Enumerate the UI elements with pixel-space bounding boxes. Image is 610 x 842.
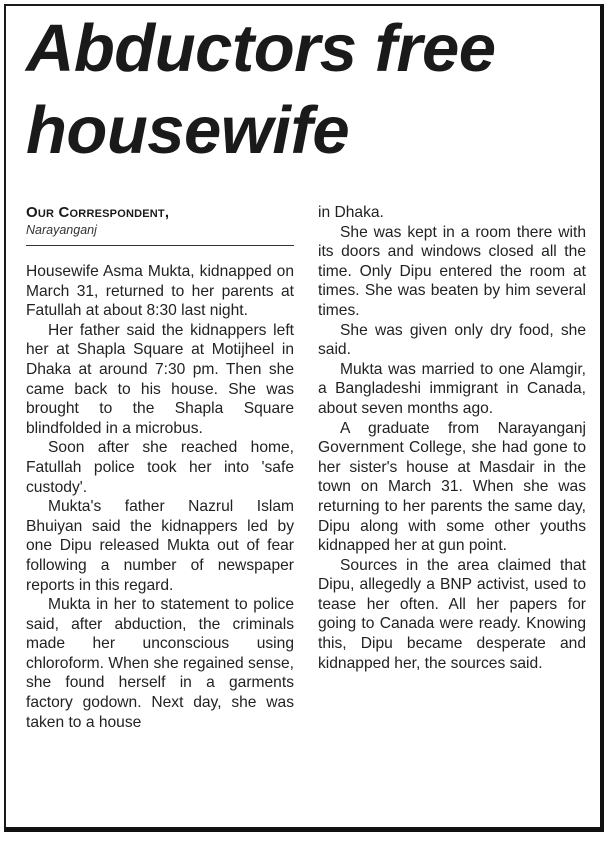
paragraph: Housewife Asma Mukta, kidnapped on March 31, returned to her parents at Fatullah at about 8:30 last night. [26, 263, 294, 320]
paragraph: Soon after she reached home, Fatullah police took her into 'safe custody'. [26, 439, 294, 496]
article-column-2 [318, 203, 586, 673]
headline [26, 8, 596, 172]
byline-divider [26, 245, 294, 246]
paragraph: Mukta was married to one Alamgir, a Bangladeshi immigrant in Canada, about seven months ago. [318, 360, 586, 417]
article-column-1 [26, 262, 294, 732]
headline-line-1: Abductors free [26, 11, 496, 86]
paragraph: Mukta in her to statement to police said, after abduction, the criminals made her unconscious using chloroform. When she regained sense, she found herself in a garments factory godown. Next day, she was taken to a house [26, 596, 294, 731]
headline-line-2: housewife [26, 93, 350, 168]
paragraph: She was kept in a room there with its doors and windows closed all the time. Only Dipu entered the room at times. She was beaten by him several times. [318, 223, 586, 319]
paragraph: A graduate from Narayanganj Government College, she had gone to her sister's house at Masdair in the town on March 31. When she was returning to her parents the same day, Dipu along with some other youths kidnapped her at gun point. [318, 419, 586, 555]
byline-location: Narayanganj [26, 223, 97, 237]
byline-name: Our Correspondent, [26, 204, 170, 221]
paragraph: in Dhaka. [318, 204, 384, 221]
paragraph: Her father said the kidnappers left her at Shapla Square at Motijheel in Dhaka at around 7:30 pm. Then she came back to his house. She was brought to the Shapla Square blindfolded in a microbus. [26, 321, 294, 437]
paragraph: Sources in the area claimed that Dipu, allegedly a BNP activist, used to tease her often. All her papers for going to Canada were ready. Knowing this, Dipu became desperate and kidnapped her, the sources said. [318, 556, 586, 672]
byline [26, 204, 294, 238]
paragraph: Mukta's father Nazrul Islam Bhuiyan said the kidnappers led by one Dipu released Mukta out of fear following a number of newspaper reports in this regard. [26, 498, 294, 594]
paragraph: She was given only dry food, she said. [318, 321, 586, 359]
